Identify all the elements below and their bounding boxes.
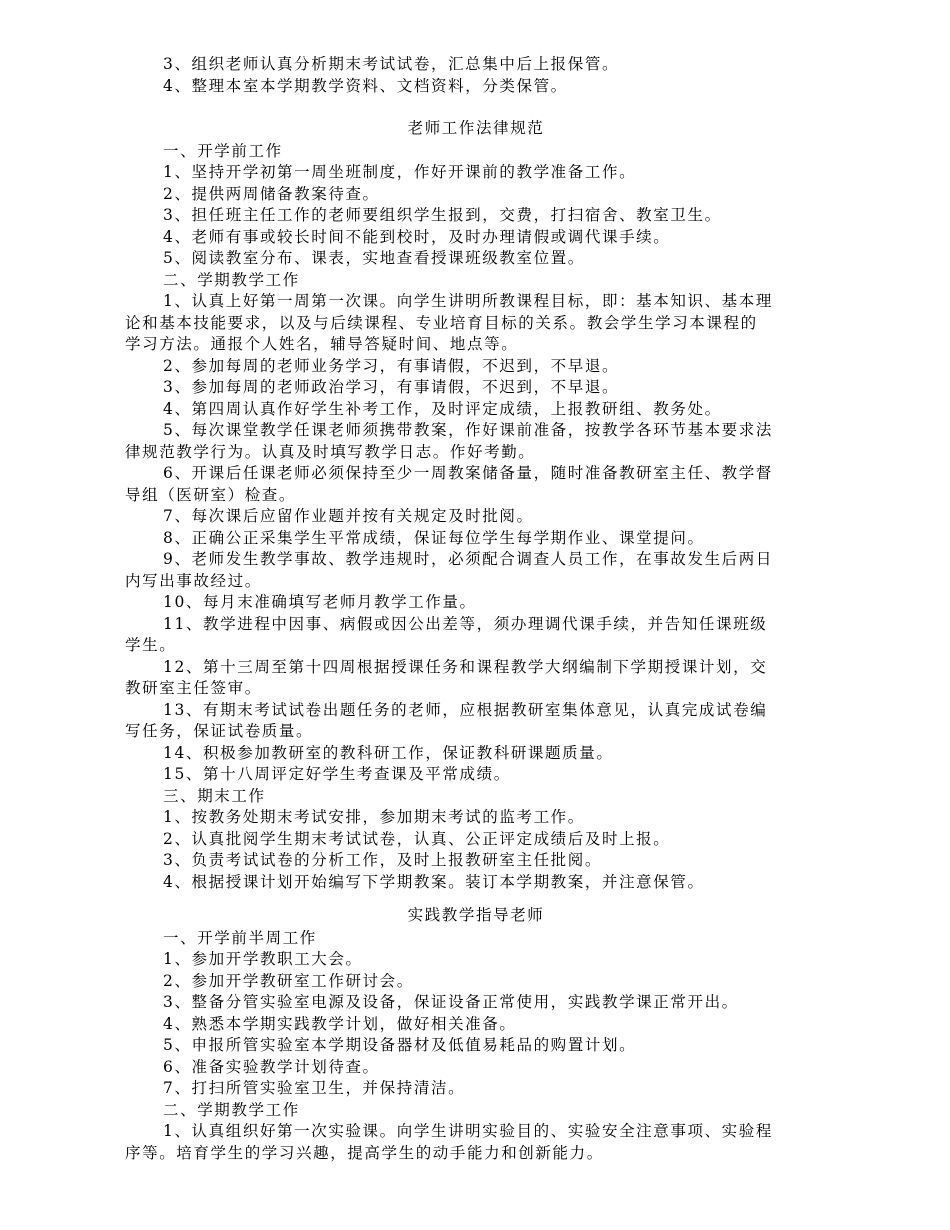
paragraph-line: 6、准备实验教学计划待查。 bbox=[163, 1057, 380, 1076]
paragraph-line: 11、教学进程中因事、病假或因公出差等，须办理调代课手续，并告知任课班级 bbox=[163, 614, 768, 633]
paragraph-line: 7、每次课后应留作业题并按有关规定及时批阅。 bbox=[163, 507, 534, 525]
paragraph-line: 教研室主任签审。 bbox=[125, 679, 262, 697]
paragraph-line: 6、开课后任课老师必须保持至少一周教案储备量，随时准备教研室主任、教学督 bbox=[163, 464, 773, 482]
paragraph-line: 9、老师发生教学事故、教学违规时，必须配合调查人员工作，在事故发生后两日 bbox=[163, 550, 773, 568]
paragraph-line: 2、参加每周的老师业务学习，有事请假，不迟到，不早退。 bbox=[163, 356, 620, 375]
paragraph-line: 4、根据授课计划开始编写下学期教案。装订本学期教案，并注意保管。 bbox=[163, 872, 705, 891]
paragraph-line: 三、期末工作 bbox=[163, 786, 266, 805]
paragraph-line: 10、每月末准确填写老师月教学工作量。 bbox=[163, 593, 477, 611]
paragraph-line: 5、阅读教室分布、课表，实地查看授课班级教室位置。 bbox=[163, 249, 585, 267]
section-body bbox=[125, 141, 827, 894]
section-title: 老师工作法律规范 bbox=[407, 119, 545, 137]
paragraph-line: 14、积极参加教研室的教科研工作，保证教科研课题质量。 bbox=[163, 743, 614, 762]
paragraph-line: 2、参加开学教研室工作研讨会。 bbox=[163, 971, 414, 990]
paragraph-line: 2、提供两周储备教案待查。 bbox=[163, 184, 380, 203]
paragraph-line: 3、担任班主任工作的老师要组织学生报到，交费，打扫宿舍、教室卫生。 bbox=[163, 206, 722, 224]
paragraph-line: 一、开学前半周工作 bbox=[163, 928, 317, 947]
paragraph-line: 15、第十八周评定好学生考查课及平常成绩。 bbox=[163, 765, 511, 783]
paragraph-line: 1、坚持开学初第一周坐班制度，作好开课前的教学准备工作。 bbox=[163, 163, 637, 181]
paragraph-line: 3、组织老师认真分析期末考试试卷，汇总集中后上报保管。 bbox=[163, 55, 620, 73]
paragraph-line: 4、熟悉本学期实践教学计划，做好相关准备。 bbox=[163, 1014, 517, 1033]
paragraph-line: 内写出事故经过。 bbox=[125, 571, 262, 590]
paragraph-line: 4、老师有事或较长时间不能到校时，及时办理请假或调代课手续。 bbox=[163, 227, 671, 246]
paragraph-line: 3、负责考试试卷的分析工作，及时上报教研室主任批阅。 bbox=[163, 851, 602, 869]
paragraph-line: 二、学期教学工作 bbox=[163, 1100, 300, 1119]
paragraph-line: 1、按教务处期末考试安排，参加期末考试的监考工作。 bbox=[163, 808, 585, 826]
paragraph-line: 8、正确公正采集学生平常成绩，保证每位学生每学期作业、课堂提问。 bbox=[163, 528, 705, 547]
intro-section bbox=[125, 54, 827, 97]
practice-teaching-instructor-section bbox=[125, 905, 827, 1164]
paragraph-line: 4、第四周认真作好学生补考工作，及时评定成绩，上报教研组、教务处。 bbox=[163, 399, 722, 418]
section-body bbox=[125, 928, 827, 1165]
paragraph-line: 5、申报所管实验室本学期设备器材及低值易耗品的购置计划。 bbox=[163, 1036, 637, 1054]
paragraph-line: 12、第十三周至第十四周根据授课任务和课程教学大纲编制下学期授课计划，交 bbox=[163, 657, 768, 676]
paragraph-line: 学习方法。通报个人姓名，辅导答疑时间、地点等。 bbox=[125, 335, 519, 353]
paragraph-line: 5、每次课堂教学任课老师须携带教案，作好课前准备，按教学各环节基本要求法 bbox=[163, 421, 773, 439]
section-title: 实践教学指导老师 bbox=[407, 906, 545, 924]
paragraph-line: 2、认真批阅学生期末考试试卷，认真、公正评定成绩后及时上报。 bbox=[163, 829, 671, 848]
paragraph-line: 导组（医研室）检查。 bbox=[125, 485, 297, 504]
paragraph-line: 1、认真上好第一周第一次课。向学生讲明所教课程目标，即：基本知识、基本理 bbox=[163, 292, 773, 310]
paragraph-line: 写任务，保证试卷质量。 bbox=[125, 722, 314, 740]
paragraph-line: 3、整备分管实验室电源及设备，保证设备正常使用，实践教学课正常开出。 bbox=[163, 993, 739, 1011]
paragraph-line: 3、参加每周的老师政治学习，有事请假，不迟到，不早退。 bbox=[163, 378, 620, 396]
teacher-work-norms-section bbox=[125, 118, 827, 893]
paragraph-line: 二、学期教学工作 bbox=[163, 270, 300, 289]
paragraph-line: 学生。 bbox=[125, 636, 177, 654]
paragraph-line: 13、有期末考试试卷出题任务的老师，应根据教研室集体意见，认真完成试卷编 bbox=[163, 700, 768, 719]
paragraph-line: 论和基本技能要求，以及与后续课程、专业培育目标的关系。教会学生学习本课程的 bbox=[125, 313, 758, 332]
paragraph-line: 1、认真组织好第一次实验课。向学生讲明实验目的、实验安全注意事项、实验程 bbox=[163, 1122, 773, 1140]
paragraph-line: 一、开学前工作 bbox=[163, 141, 283, 160]
paragraph-line: 律规范教学行为。认真及时填写教学日志。作好考勤。 bbox=[125, 442, 536, 461]
paragraph-line: 1、参加开学教职工大会。 bbox=[163, 950, 363, 968]
paragraph-line: 7、打扫所管实验室卫生，并保持清洁。 bbox=[163, 1079, 466, 1097]
paragraph-line: 4、整理本室本学期教学资料、文档资料，分类保管。 bbox=[163, 76, 568, 95]
paragraph-line: 序等。培育学生的学习兴趣，提高学生的动手能力和创新能力。 bbox=[125, 1143, 604, 1162]
